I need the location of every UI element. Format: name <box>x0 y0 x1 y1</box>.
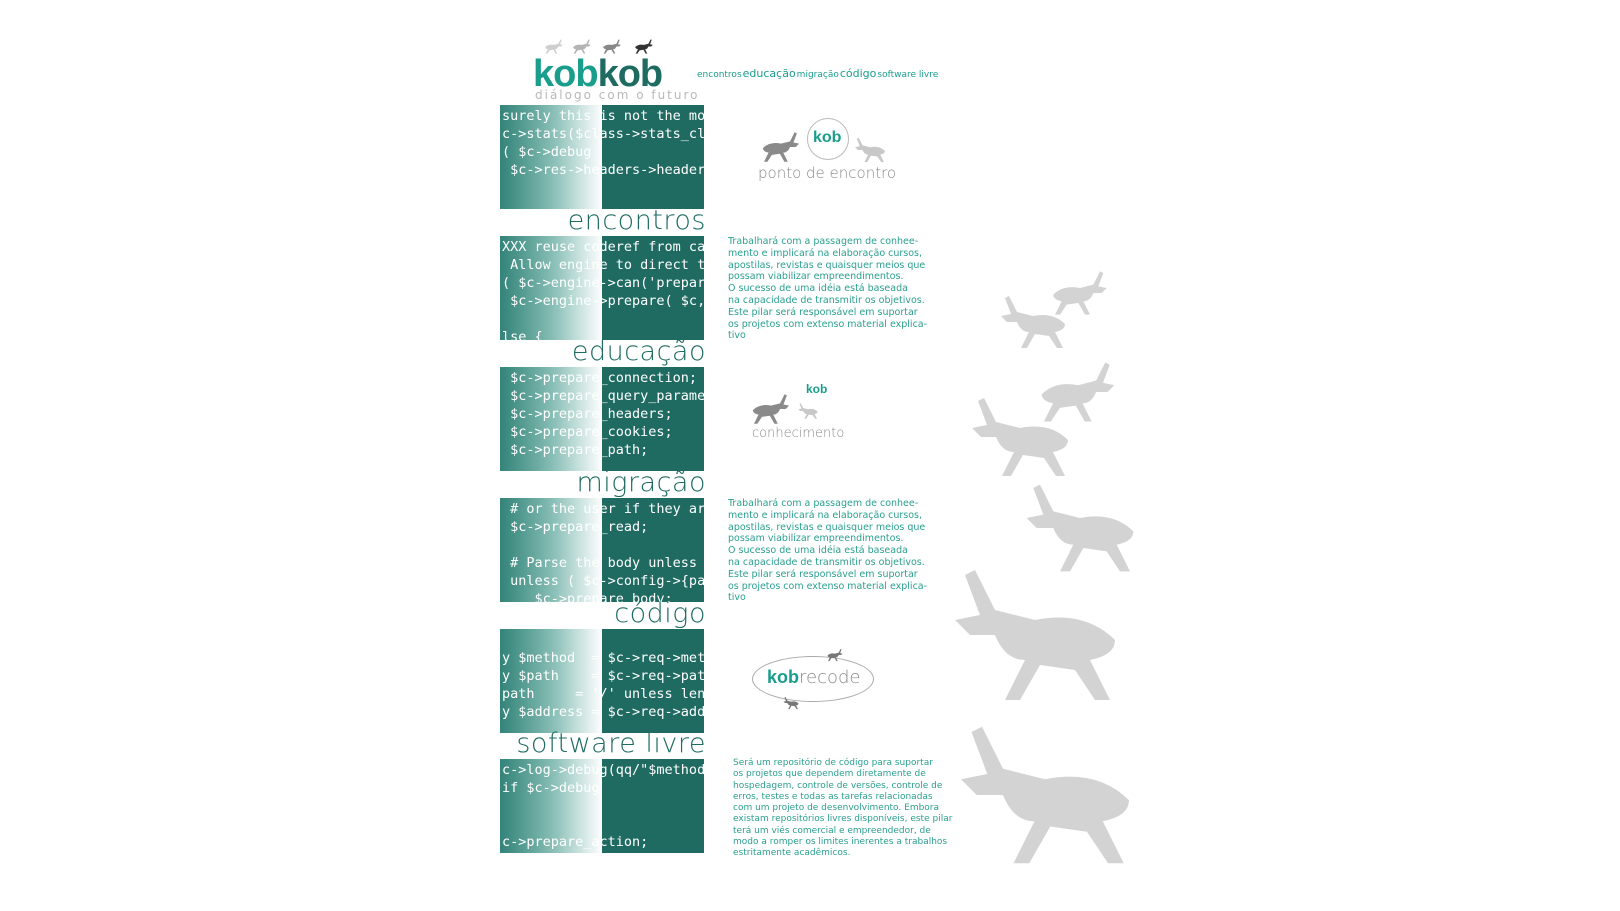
antelope-silhouette-icon <box>930 560 1140 710</box>
feature-caption: recode <box>799 667 861 688</box>
code-panel <box>500 367 704 471</box>
nav-item-software-livre[interactable]: software livre <box>877 70 939 80</box>
code-snippet: y $method = $c->req->method y $path = $c->req->path; path = '/' unless length $pa y $address = $c->req->address <box>502 650 763 720</box>
antelope-icon <box>845 136 895 164</box>
code-panel <box>500 629 763 733</box>
nav-item-migracao[interactable]: migração <box>796 70 839 80</box>
antelope-silhouette-icon <box>955 392 1085 482</box>
section-heading-encontros[interactable]: encontros <box>567 205 706 236</box>
brand-logo[interactable] <box>533 38 700 104</box>
nav-item-codigo[interactable]: código <box>839 67 877 80</box>
code-snippet: # or the user if they are usin $c->prepare_read; # Parse the body unless the unless ( $c->config->{parse_o $c->prepare_body; <box>510 501 754 607</box>
antelope-icon <box>742 392 800 426</box>
logo-name-left: kob <box>533 53 598 95</box>
code-snippet: surely this is not the most effici c->stats($class->stats_class->new ( $c->debug $c->res->headers->header( 'X- <box>502 108 779 178</box>
antelope-silhouette-icon <box>940 700 1150 890</box>
feature-caption: conhecimento <box>752 426 845 441</box>
description-paragraph: Será um repositório de código para suportar os projetos que dependem diretamente de hospedagem, controle de versões, controle de erros, testes e todas as tarefas relacionadas com um projeto de desenvolvimento. Embora existam repositórios livres disponíveis, este pilar terá um viés comercial e empreendedor, de modo a romper os limites inerentes a trabalhos estritamente acadêmicos. <box>733 758 953 859</box>
poster-margin <box>1150 0 1620 911</box>
antelope-icon <box>824 648 846 662</box>
kobrecode-logo <box>752 648 882 710</box>
code-snippet: XXX reuse coderef from can Allow engine to direct the pre ( $c->engine->can('prepare') ) { $c->engine->prepare( $c, @ar lse { <box>502 239 763 345</box>
conhecimento-logo <box>742 382 852 452</box>
description-paragraph: Trabalhará com a passagem de conhee- mento e implicará na elaboração cursos, apostilas, revistas e quaisquer meios que possam viabilizar empreendimentos. O sucesso de uma idéia está baseada na capacidade de transmitir os objetivos. Este pilar será responsável em suportar os projetos com extenso material explica- tivo <box>728 498 928 604</box>
antelope-icon <box>794 402 822 420</box>
antelope-icon <box>750 130 812 164</box>
antelope-silhouette-icon <box>988 292 1078 352</box>
kob-badge: kob <box>806 382 828 396</box>
code-snippet: c->log->debug(qq/"$method" re if $c->debug c->prepare_action; ture $c <box>502 762 738 904</box>
code-panel <box>500 498 754 607</box>
logo-name-right: kob <box>597 53 663 95</box>
section-heading-software-livre[interactable]: software livre <box>516 728 706 759</box>
antelope-icon <box>780 696 802 710</box>
code-panel <box>500 759 738 904</box>
kob-badge: kob <box>767 667 800 687</box>
code-snippet: $c->prepare_connection; $c->prepare_query_parame $c->prepare_headers; $c->prepare_cookies; $c->prepare_path; <box>510 370 706 458</box>
kobrecode-wordmark <box>767 668 861 687</box>
description-paragraph: Trabalhará com a passagem de conhee- mento e implicará na elaboração cursos, apostilas, revistas e quaisquer meios que possam viabilizar empreendimentos. O sucesso de uma idéia está baseada na capacidade de transmitir os objetivos. Este pilar será responsável em suportar os projetos com extenso material explica- tivo <box>728 236 928 342</box>
ponto-de-encontro-logo <box>750 118 900 188</box>
kob-badge: kob <box>813 129 842 146</box>
nav-item-encontros[interactable]: encontros <box>697 70 742 80</box>
code-panel <box>500 105 779 209</box>
feature-caption: ponto de encontro <box>758 164 897 182</box>
nav-item-educacao[interactable]: educação <box>742 67 796 80</box>
section-heading-codigo[interactable]: código <box>614 598 706 629</box>
top-nav <box>697 67 939 80</box>
section-heading-educacao[interactable]: educação <box>571 336 706 367</box>
section-heading-migracao[interactable]: migração <box>576 467 706 498</box>
code-panel <box>500 236 763 345</box>
logo-tagline: diálogo com o futuro <box>535 88 700 102</box>
